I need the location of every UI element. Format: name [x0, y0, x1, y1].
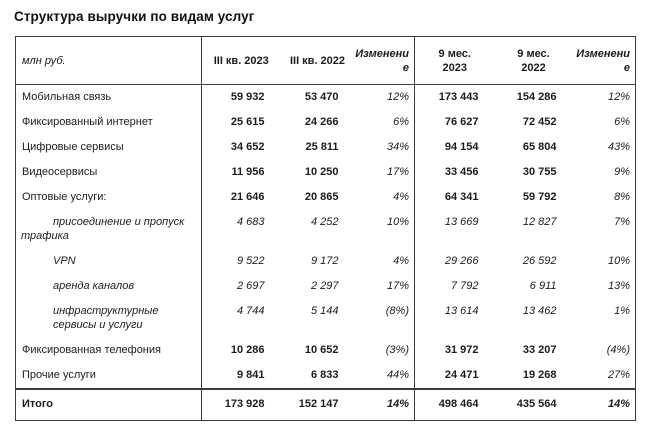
9m-2023-value-cell: 13 614	[415, 299, 495, 338]
q3-2022-value-cell: 4 252	[310, 216, 339, 228]
row-label-cell: VPN	[53, 255, 76, 267]
table-row	[16, 185, 636, 210]
row-label-cell: присоединение и пропуск трафика	[21, 216, 185, 242]
9m-2022-value-cell: 33 207	[522, 344, 557, 356]
q3-2023-value-cell: 59 932	[202, 85, 281, 111]
change-9m-cell: (4%)	[606, 344, 630, 356]
9m-2022-value-cell: 13 462	[522, 305, 557, 317]
q3-2022-value-cell: 20 865	[304, 191, 339, 203]
q3-2022-value-cell: 10 652	[304, 344, 339, 356]
row-label-cell: аренда каналов	[53, 280, 135, 292]
change-9m-cell: 9%	[614, 166, 630, 178]
table-row	[16, 249, 636, 274]
9m-2022-value-cell: 12 827	[522, 216, 557, 228]
change-quarter-cell: (3%)	[385, 344, 409, 356]
page-title: Структура выручки по видам услуг	[14, 9, 255, 24]
table-row	[16, 160, 636, 185]
revenue-table	[15, 36, 636, 421]
col-header-change-9m: Изменение	[576, 47, 630, 74]
row-label-cell: Видеосервисы	[22, 166, 98, 178]
q3-2022-value-cell: 6 833	[310, 369, 339, 381]
q3-2022-value-cell: 10 250	[304, 166, 339, 178]
q3-2023-value-cell: 11 956	[202, 160, 281, 185]
table-body	[16, 85, 636, 421]
table-row	[16, 274, 636, 299]
change-quarter-cell: 12%	[386, 91, 409, 103]
table-row	[16, 135, 636, 160]
change-quarter-cell: 17%	[386, 166, 409, 178]
change-quarter-cell: 17%	[386, 280, 409, 292]
9m-2022-value-cell: 65 804	[522, 141, 557, 153]
q3-2022-value-cell: 5 144	[310, 305, 339, 317]
row-label-cell: Фиксированный интернет	[22, 116, 153, 128]
table-header	[16, 37, 636, 85]
9m-2023-value-cell: 31 972	[415, 338, 495, 363]
row-label-cell: Фиксированная телефония	[22, 344, 161, 356]
9m-2022-value-cell: 72 452	[522, 116, 557, 128]
header-row	[16, 37, 636, 85]
change-quarter-cell: 4%	[393, 191, 409, 203]
9m-2023-value-cell: 94 154	[415, 135, 495, 160]
9m-2022-value-cell: 435 564	[495, 389, 573, 421]
table-row	[16, 363, 636, 389]
9m-2022-value-cell: 19 268	[522, 369, 557, 381]
table-row	[16, 210, 636, 249]
q3-2023-value-cell: 34 652	[202, 135, 281, 160]
9m-2022-value-cell: 59 792	[522, 191, 557, 203]
col-header-change-quarter: Изменение	[355, 47, 409, 74]
q3-2023-value-cell: 25 615	[202, 110, 281, 135]
9m-2023-value-cell: 7 792	[415, 274, 495, 299]
change-quarter-cell: 10%	[386, 216, 409, 228]
change-9m-cell: 27%	[607, 369, 630, 381]
change-9m-cell: 7%	[614, 216, 630, 228]
change-quarter-cell: 34%	[386, 141, 409, 153]
col-header-9m-2023: 9 мес. 2023	[415, 37, 495, 85]
q3-2022-value-cell: 152 147	[281, 389, 355, 421]
change-9m-cell: 12%	[607, 91, 630, 103]
9m-2022-value-cell: 30 755	[522, 166, 557, 178]
unit-label-header: млн руб.	[22, 54, 66, 67]
row-label-cell: Мобильная связь	[22, 91, 112, 103]
q3-2023-value-cell: 4 683	[202, 210, 281, 249]
q3-2022-value-cell: 24 266	[304, 116, 339, 128]
q3-2023-value-cell: 9 841	[202, 363, 281, 389]
table-row	[16, 389, 636, 421]
q3-2023-value-cell: 173 928	[202, 389, 281, 421]
q3-2022-value-cell: 25 811	[305, 141, 339, 153]
table-row	[16, 85, 636, 111]
change-quarter-cell: (8%)	[385, 305, 409, 317]
9m-2023-value-cell: 173 443	[415, 85, 495, 111]
q3-2022-value-cell: 9 172	[310, 255, 339, 267]
row-label-cell: инфраструктурные сервисы и услуги	[53, 305, 159, 331]
q3-2022-value-cell: 53 470	[304, 91, 339, 103]
col-header-q3-2023: III кв. 2023	[202, 37, 281, 85]
change-9m-cell: 6%	[614, 116, 630, 128]
change-quarter-cell: 6%	[393, 116, 409, 128]
9m-2022-value-cell: 154 286	[516, 91, 557, 103]
q3-2023-value-cell: 21 646	[202, 185, 281, 210]
row-label-cell: Цифровые сервисы	[22, 141, 124, 153]
q3-2023-value-cell: 4 744	[202, 299, 281, 338]
row-label-cell: Итого	[16, 389, 202, 421]
change-9m-cell: 13%	[607, 280, 630, 292]
change-9m-cell: 14%	[573, 389, 636, 421]
9m-2023-value-cell: 33 456	[415, 160, 495, 185]
table-row	[16, 338, 636, 363]
q3-2023-value-cell: 9 522	[202, 249, 281, 274]
table-row	[16, 110, 636, 135]
change-9m-cell: 43%	[607, 141, 630, 153]
row-label-cell: Прочие услуги	[22, 369, 96, 381]
9m-2023-value-cell: 498 464	[415, 389, 495, 421]
change-quarter-cell: 14%	[355, 389, 415, 421]
change-9m-cell: 8%	[614, 191, 630, 203]
9m-2023-value-cell: 13 669	[415, 210, 495, 249]
col-header-9m-2022: 9 мес. 2022	[517, 47, 550, 74]
table-row	[16, 299, 636, 338]
9m-2023-value-cell: 64 341	[415, 185, 495, 210]
9m-2023-value-cell: 24 471	[415, 363, 495, 389]
9m-2022-value-cell: 6 911	[529, 280, 557, 292]
change-quarter-cell: 44%	[386, 369, 409, 381]
col-header-q3-2022: III кв. 2022	[289, 54, 346, 67]
9m-2023-value-cell: 29 266	[415, 249, 495, 274]
change-9m-cell: 1%	[614, 305, 630, 317]
9m-2022-value-cell: 26 592	[522, 255, 557, 267]
change-quarter-cell: 4%	[393, 255, 409, 267]
row-label-cell: Оптовые услуги:	[22, 191, 107, 203]
q3-2023-value-cell: 2 697	[202, 274, 281, 299]
9m-2023-value-cell: 76 627	[415, 110, 495, 135]
q3-2022-value-cell: 2 297	[310, 280, 339, 292]
q3-2023-value-cell: 10 286	[202, 338, 281, 363]
change-9m-cell: 10%	[607, 255, 630, 267]
